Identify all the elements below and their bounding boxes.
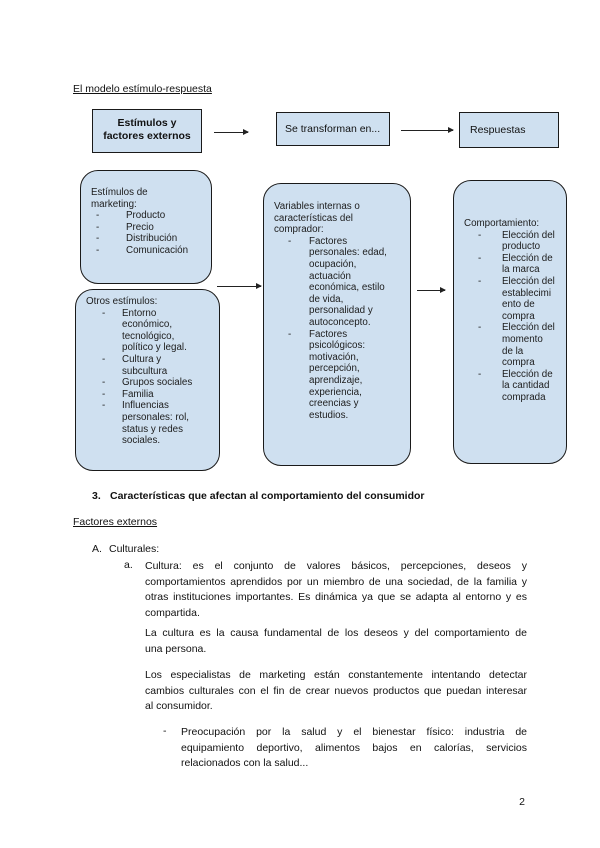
text-line: Cultura: es el conjunto de valores básicos, percepciones, deseos y xyxy=(145,560,527,572)
list-line: tecnológico, xyxy=(122,330,175,342)
list-line: momento xyxy=(502,333,543,345)
list-item xyxy=(98,308,192,354)
list-item: - Distribución xyxy=(92,233,188,245)
text-line: equipamiento deportivo, alimentos bajos en calorías, servicios xyxy=(181,741,527,754)
list-item xyxy=(474,322,555,368)
list-item xyxy=(284,329,387,422)
list-line: personalidad y xyxy=(309,305,373,317)
list-line: de la xyxy=(502,345,524,357)
bullet-dash: - xyxy=(163,725,167,737)
marketing-title-1: Estímulos de xyxy=(91,187,148,198)
culturales-label: Culturales: xyxy=(109,543,160,555)
culturales-letter: A. xyxy=(92,543,102,555)
paragraph-2 xyxy=(145,626,527,657)
text-line: una persona. xyxy=(145,642,207,655)
list-line: de vida, xyxy=(309,293,344,305)
section-title: Características que afectan al comportamiento del consumidor xyxy=(110,490,425,502)
list-line: político y legal. xyxy=(122,342,187,354)
stimuli-box xyxy=(92,109,202,153)
stimuli-line-2: factores externos xyxy=(103,130,191,142)
list-line: - Elección de xyxy=(502,252,553,264)
internal-title-1: Variables internas o xyxy=(274,201,360,212)
list-line: personales: edad, xyxy=(309,247,387,259)
list-line: - Factores xyxy=(309,235,348,247)
item-a-letter: a. xyxy=(124,559,133,571)
list-item xyxy=(474,369,555,404)
transform-box xyxy=(276,112,390,146)
list-line: - Cultura y xyxy=(122,353,162,365)
list-line: - Elección del xyxy=(502,229,555,241)
text-line: comportamientos aprendidos por un miembro de una sociedad, de la familia y xyxy=(145,575,527,588)
list-line: - Grupos sociales xyxy=(122,377,193,389)
list-line: - Elección del xyxy=(502,322,555,334)
page-number: 2 xyxy=(519,796,525,808)
text-line: cambios culturales con el fin de crear nuevos productos que puedan interesar xyxy=(145,684,527,697)
list-item xyxy=(98,400,192,446)
list-item xyxy=(284,236,387,329)
list-line: - Elección del xyxy=(502,275,555,287)
internal-variables-content xyxy=(274,201,387,421)
list-item xyxy=(98,354,192,377)
text-line: otras instituciones importantes. Es dinámica ya que se adapta al entorno y es xyxy=(145,591,527,604)
list-item xyxy=(474,253,555,276)
paragraph-3 xyxy=(145,668,527,715)
list-line: ocupación, xyxy=(309,258,357,270)
text-line: Los especialistas de marketing están constantemente intentando detectar xyxy=(145,669,527,681)
list-line: comprada xyxy=(502,391,546,403)
text-line: relacionados con la salud... xyxy=(181,757,309,770)
list-line: establecimi xyxy=(502,287,552,299)
list-line: aprendizaje, xyxy=(309,374,363,386)
culturales-item xyxy=(92,543,159,555)
text-line: compartida. xyxy=(145,606,200,619)
list-line: compra xyxy=(502,310,535,322)
list-line: creencias y xyxy=(309,398,359,410)
text-line: Preocupación por la salud y el bienestar físico: industria de xyxy=(181,726,527,738)
list-item: - Precio xyxy=(92,222,188,234)
list-line: motivación, xyxy=(309,351,359,363)
responses-box xyxy=(459,112,559,148)
subsection-heading: Factores externos xyxy=(73,516,158,528)
list-line: ento de xyxy=(502,299,535,311)
responses-label: Respuestas xyxy=(470,124,526,136)
item-a-text xyxy=(145,559,527,621)
list-line: económica, estilo xyxy=(309,282,385,294)
list-line: - Factores xyxy=(309,328,348,340)
diagram-heading: El modelo estímulo-respuesta xyxy=(73,83,212,95)
list-line: - Elección de xyxy=(502,368,553,380)
text-line: La cultura es la causa fundamental de los deseos y del comportamiento de xyxy=(145,627,527,639)
list-line: la cantidad xyxy=(502,380,550,392)
arrow-2 xyxy=(401,130,453,131)
section-heading xyxy=(92,490,425,502)
list-item xyxy=(474,230,555,253)
behavior-content xyxy=(464,218,555,404)
list-line: sociales. xyxy=(122,435,161,447)
list-line: experiencia, xyxy=(309,386,362,398)
list-item: - Producto xyxy=(92,210,188,222)
list-line: status y redes xyxy=(122,423,183,435)
marketing-title-2: marketing: xyxy=(91,198,137,210)
list-line: - Entorno xyxy=(122,307,157,319)
list-line: económico, xyxy=(122,319,173,331)
internal-title-2: características del xyxy=(274,212,353,224)
list-line: estudios. xyxy=(309,409,349,421)
others-title: Otros estímulos: xyxy=(86,296,158,307)
bullet-text xyxy=(181,725,527,772)
list-line: autoconcepto. xyxy=(309,316,371,328)
arrow-1 xyxy=(214,132,248,133)
section-number: 3. xyxy=(92,490,101,502)
list-line: percepción, xyxy=(309,363,360,375)
list-item xyxy=(98,377,192,389)
list-line: - Influencias xyxy=(122,400,169,412)
list-line: la marca xyxy=(502,264,540,276)
marketing-stimuli-content xyxy=(91,187,188,257)
list-line: actuación xyxy=(309,270,351,282)
internal-title-3: comprador: xyxy=(274,224,324,236)
text-line: al consumidor. xyxy=(145,700,213,713)
arrow-3 xyxy=(217,286,261,287)
transform-label: Se transforman en... xyxy=(285,123,381,135)
list-item xyxy=(474,276,555,322)
list-line: subcultura xyxy=(122,365,168,377)
list-line: producto xyxy=(502,241,541,253)
list-item xyxy=(98,389,192,401)
list-line: compra xyxy=(502,357,535,369)
other-stimuli-content xyxy=(86,296,192,447)
list-line: - Familia xyxy=(122,388,154,400)
list-item: - Comunicación xyxy=(92,245,188,257)
list-line: personales: rol, xyxy=(122,411,189,423)
stimuli-line-1: Estímulos y xyxy=(117,117,177,129)
behavior-title: Comportamiento: xyxy=(464,218,540,229)
arrow-4 xyxy=(417,290,445,291)
list-line: psicológicos: xyxy=(309,340,366,352)
